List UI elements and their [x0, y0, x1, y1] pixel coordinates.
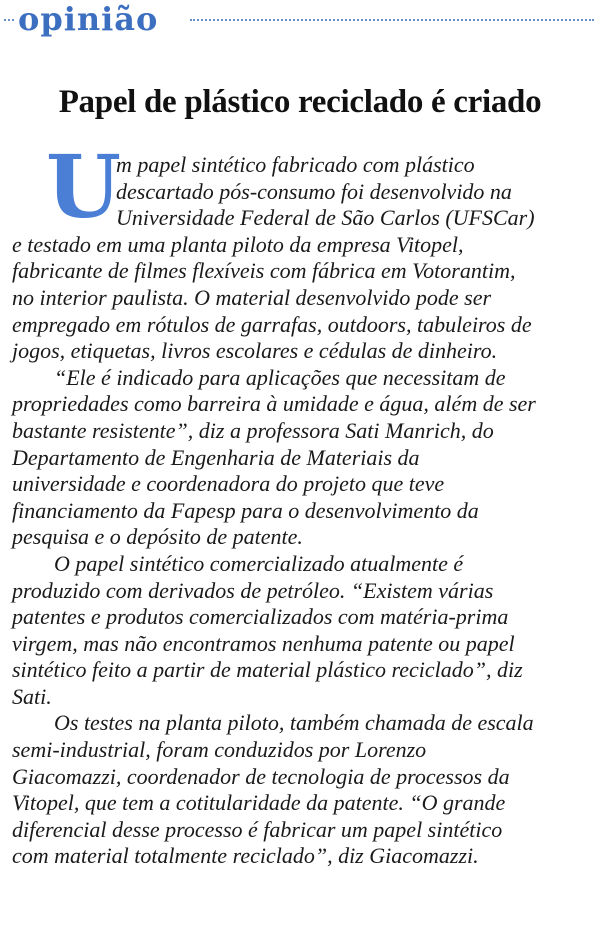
article-line: empregado em rótulos de garrafas, outdoors, tabuleiros de: [12, 311, 532, 337]
article-line: financiamento da Fapesp para o desenvolvimento da: [12, 497, 479, 523]
article-line: no interior paulista. O material desenvolvido pode ser: [12, 284, 492, 310]
section-label: opinião: [18, 0, 159, 38]
article-line: O papel sintético comercializado atualmente é: [54, 550, 464, 576]
article-line: Vitopel, que tem a cotitularidade da patente. “O grande: [12, 790, 506, 816]
article-line: virgem, mas não encontramos nenhuma patente ou papel: [12, 630, 515, 656]
article-line: Os testes na planta piloto, também chamada de escala: [54, 710, 534, 736]
section-header: [0, 0, 600, 44]
article-headline: Papel de plástico reciclado é criado: [58, 84, 542, 120]
article-line: descartado pós-consumo foi desenvolvido na: [116, 178, 512, 204]
article-line: Giacomazzi, coordenador de tecnologia de processos da: [12, 763, 510, 789]
article-line: Universidade Federal de São Carlos (UFSCar): [116, 205, 535, 231]
article-line: sintético feito a partir de material plástico reciclado”, diz: [12, 657, 523, 683]
article-line: fabricante de filmes flexíveis com fábrica em Votorantim,: [12, 258, 516, 284]
article-line: pesquisa e o depósito de patente.: [12, 524, 303, 550]
article-line: propriedades como barreira à umidade e água, além de ser: [12, 391, 536, 417]
article-line: Departamento de Engenharia de Materiais da: [12, 444, 420, 470]
article-body: [12, 152, 590, 870]
article-line: diferencial desse processo é fabricar um papel sintético: [12, 816, 503, 842]
article-line: patentes e produtos comercializados com matéria-prima: [12, 604, 509, 630]
article-line: e testado em uma planta piloto da empresa Vitopel,: [12, 231, 464, 257]
article-line: com material totalmente reciclado”, diz Giacomazzi.: [12, 843, 479, 869]
article-line: m papel sintético fabricado com plástico: [116, 152, 475, 177]
section-dotted-rule: [190, 19, 594, 21]
article-line: “Ele é indicado para aplicações que necessitam de: [54, 364, 506, 390]
article-line: produzido com derivados de petróleo. “Existem várias: [12, 577, 494, 603]
article-line: universidade e coordenadora do projeto que teve: [12, 471, 445, 497]
section-leader-dots: [4, 19, 14, 21]
article-line: bastante resistente”, diz a professora Sati Manrich, do: [12, 417, 494, 443]
article-line: semi-industrial, foram conduzidos por Lorenzo: [12, 737, 427, 763]
drop-cap: U: [46, 137, 121, 238]
article-line: Sati.: [12, 683, 52, 709]
article-line: jogos, etiquetas, livros escolares e cédulas de dinheiro.: [12, 338, 498, 364]
